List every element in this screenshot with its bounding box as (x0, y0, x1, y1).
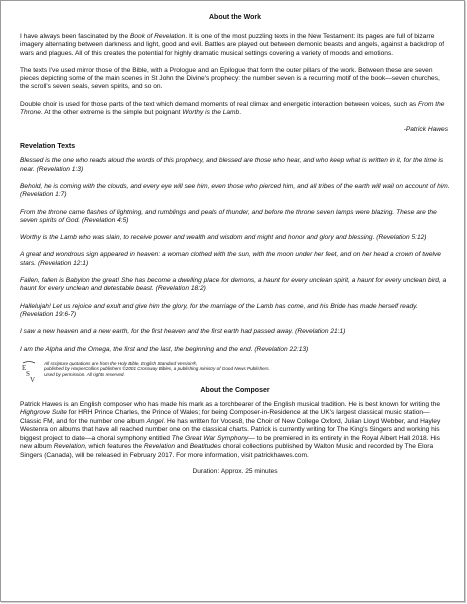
piece-title: From the Throne (20, 100, 445, 117)
text-run: . (239, 109, 242, 117)
copyright-line: All scripture quotations are from the Holy Bible, English Standard Version®, (44, 360, 198, 366)
text-run: choral collections published by Walton Music and recorded by The Elora Singers (Canada), will be released in February 2017. For more information, visit patrickhawes.com. (20, 443, 434, 459)
esv-logo-icon (20, 361, 38, 383)
page-content (20, 14, 450, 475)
about-work-paragraph-1 (20, 33, 450, 58)
about-work-paragraph-3 (20, 101, 450, 118)
verse: Hallelujah! Let us rejoice and exult and give him the glory, for the marriage of the Lamb has come, and his Bride has made herself ready. (Revelation 19:6-7) (20, 302, 418, 318)
text-run: Double choir is used for those parts of the text which demand moments of real climax and energetic interaction between voices, such as (20, 100, 419, 108)
text-run: . At the other extreme is the simple but poignant (40, 109, 183, 117)
about-work-heading: About the Work (209, 14, 261, 21)
verse: Blessed is the one who reads aloud the words of this prophecy, and blessed are those who hear, and who keep what is written in it, for the time is near. (Revelation 1:3) (20, 157, 444, 173)
book-title: Book of Revelation (129, 33, 186, 40)
duration-note: Duration: Approx. 25 minutes (192, 468, 278, 476)
work-title: Highgrove Suite (20, 409, 67, 417)
text-run: , which features the (84, 443, 144, 451)
work-title: Revelation (143, 443, 176, 451)
verse: Behold, he is coming with the clouds, and every eye will see him, even those who pierced him, and all tribes of the earth will wail on account of him. (Revelation 1:7) (20, 182, 450, 199)
piece-title: Worthy is the Lamb (182, 109, 240, 117)
copyright-text (44, 361, 270, 378)
logo-letter-s: S (26, 369, 30, 378)
copyright-line: Used by permission. All rights reserved. (44, 372, 125, 378)
text-run: and (175, 443, 190, 451)
verse: I am the Alpha and the Omega, the first and the last, the beginning and the end. (Revelation 22:13) (20, 345, 309, 353)
text-run: Patrick Hawes is an English composer who has made his mark as a torchbearer of the English musical tradition. He is best known for writing the (20, 400, 440, 408)
text-run: I have always been fascinated by the (20, 33, 130, 40)
author-signature: -Patrick Hawes (403, 126, 448, 134)
work-title: Beatitudes (189, 443, 221, 451)
work-title: Angel (146, 417, 164, 425)
text-run: for HRH Prince Charles, the Prince of Wales; for being Composer-in-Residence at the UK's largest classical music station—Classic FM, and for the number one album (20, 409, 430, 425)
verse: Fallen, fallen is Babylon the great! She has become a dwelling place for demons, a haunt for every unclean spirit, a haunt for every unclean bird, a haunt for every unclean and detestable beast. (Revelation 18:2) (20, 277, 447, 293)
copyright-notice (20, 361, 450, 383)
work-title: Revelation (53, 443, 85, 451)
logo-letter-v: V (30, 375, 36, 383)
logo-letter-e: E (22, 363, 27, 372)
about-composer-heading: About the Composer (200, 386, 270, 394)
work-title: The Great War Symphony (171, 434, 249, 442)
verse: Worthy is the Lamb who was slain, to receive power and wealth and wisdom and might and honor and glory and blessing. (Revelation 5:12) (20, 234, 427, 242)
verse: From the throne came flashes of lightning, and rumblings and peals of thunder, and before the throne seven lamps were blazing. These are the seven spirits of God. (Revelation 4:5) (20, 208, 437, 224)
verse: I saw a new heaven and a new earth, for the first heaven and the first earth had passed away. (Revelation 21:1) (20, 328, 346, 336)
text-run: — to be premiered in its entirety in the Royal Albert Hall 2018. His new album (20, 434, 440, 451)
copyright-line: published by HarperCollins publishers ©2001 Crossway Bibles, a publishing ministry of Good News Publishers. (44, 366, 270, 372)
text-run: . It is one of the most puzzling texts in the New Testament: its pages are full of bizarre imagery alternating between darkness and light, good and evil. Battles are played out between demonic beasts and angels, against a backdrop of wars and plagues. All of this creates the potential for highly dramatic musical settings covering a variety of moods and emotions. (20, 33, 445, 57)
about-work-paragraph-2: The texts I've used mirror those of the Bible, with a Prologue and an Epilogue that form the outer pillars of the work. Between these are seven pieces depicting some of the main scenes in St John the Divine's prophecy: the number seven is a recurring motif of the book—seven churches, the scroll's seven seals, seven spirits, and so on. (20, 66, 440, 91)
revelation-texts-heading: Revelation Texts (20, 143, 76, 151)
verse: A great and wondrous sign appeared in heaven: a woman clothed with the sun, with the moon under her feet, and on her head a crown of twelve stars. (Revelation 12:1) (20, 251, 441, 267)
composer-biography (20, 401, 450, 461)
text-run: . He has written for Voces8, the Choir of New College Oxford, Julian Lloyd Webber, and Hayley Westenra on albums that have all reached number one on the classical charts. Patrick is currently writing for The King's Singers and working his biggest project to date—a choral symphony entitled (20, 417, 441, 442)
